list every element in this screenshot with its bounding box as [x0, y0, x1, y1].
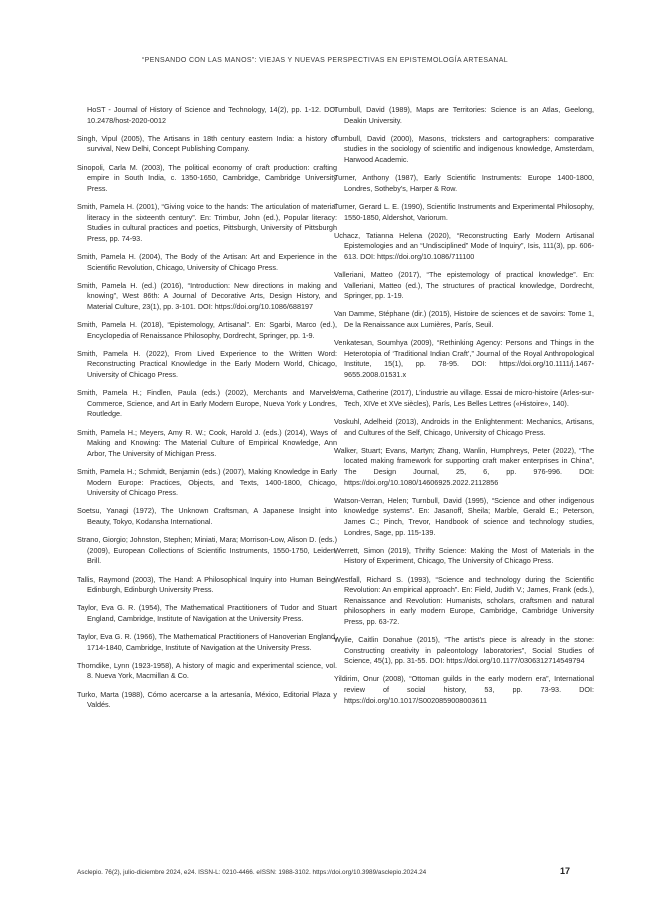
reference-entry: Venkatesan, Soumhya (2009), “Rethinking Agency: Persons and Things in the Heterotopia of ‘Traditional Indian Craft’,” Journal of the Royal Anthropological Institute, 15(1), pp. 78-95. DOI: https://doi.org/10.1111/j.1467-9655.2008.01531.x [334, 338, 594, 380]
reference-entry: Voskuhl, Adelheid (2013), Androids in the Enlightenment: Mechanics, Artisans, and Cultures of the Self, Chicago, University of Chicago Press. [334, 417, 594, 437]
reference-entry: Strano, Giorgio; Johnston, Stephen; Miniati, Mara; Morrison-Low, Alison D. (eds.) (2009), European Collections of Scientific Instruments, 1550-1750, Leiden, Brill. [77, 535, 337, 566]
reference-entry: Thorndike, Lynn (1923-1958), A history of magic and experimental science, vol. 8. Nueva York, Macmillan & Co. [77, 660, 337, 681]
reference-entry: Soetsu, Yanagi (1972), The Unknown Craftsman, A Japanese Insight into Beauty, Tokyo, Kodansha International. [77, 506, 337, 526]
reference-entry: Taylor, Eva G. R. (1966), The Mathematical Practitioners of Hanoverian England, 1714-1840, Cambridge, Institute of Navigation at the University Press. [77, 632, 337, 652]
reference-entry: Van Damme, Stéphane (dir.) (2015), Histoire de sciences et de savoirs: Tome 1, De la Renaissance aux Lumières, París, Seuil. [334, 309, 594, 330]
reference-entry: Turko, Marta (1988), Cómo acercarse a la artesanía, México, Editorial Plaza y Valdés. [77, 689, 337, 710]
reference-entry: Walker, Stuart; Evans, Martyn; Zhang, Wanlin, Humphreys, Peter (2022), “The located making framework for supporting craft maker enterprises in China”, The Design Journal, 25, 6, pp. 976-996. DOI: https://doi.org/10.1080/14606925.2022.2112856 [334, 445, 594, 487]
reference-entry: Sinopoli, Carla M. (2003), The political economy of craft production: crafting empire in South India, c. 1350-1650, Cambridge, Cambridge University Press. [77, 162, 337, 193]
reference-entry: Smith, Pamela H. (2004), The Body of the Artisan: Art and Experience in the Scientific Revolution, Chicago, University of Chicago Press. [77, 251, 337, 272]
reference-entry: Turner, Gerard L. E. (1990), Scientific Instruments and Experimental Philosophy, 1550-1850, Aldershot, Variorum. [334, 201, 594, 222]
page-number: 17 [560, 866, 571, 876]
running-head: “PENSANDO CON LAS MANOS”: VIEJAS Y NUEVAS PERSPECTIVAS EN EPISTEMOLOGÍA ARTESANAL [141, 57, 509, 64]
reference-entry: Turnbull, David (2000), Masons, tricksters and cartographers: comparative studies in the sociology of scientific and indigenous knowledge, Amsterdam, Harwood Academic. [334, 133, 594, 164]
reference-entry: Smith, Pamela H. (2001), “Giving voice to the hands: The articulation of material literacy in the sixteenth century”. En: Trimbur, John (ed.), Popular literacy: Studies in cultural practices and poetics, Pittsburgh, University of Pittsburgh Press, pp. 74-93. [77, 201, 337, 243]
journal-citation-footer: Asclepio. 76(2), julio-diciembre 2024, e24. ISSN-L: 0210-4466. eISSN: 1988-3102. https://doi.org/10.3989/asclepio.2024.24 [77, 869, 427, 876]
reference-entry: HoST - Journal of History of Science and Technology, 14(2), pp. 1-12. DOI 10.2478/host-2020-0012 [87, 105, 337, 125]
reference-entry: Smith, Pamela H. (2018), “Epistemology, Artisanal”. En: Sgarbi, Marco (ed.), Encyclopedia of Renaissance Philosophy, Dordrecht, Springer, pp. 1-9. [77, 320, 337, 340]
reference-entry: Turner, Anthony (1987), Early Scientific Instruments: Europe 1400-1800, Londres, Sotheby’s, Harper & Row. [334, 173, 594, 193]
reference-entry: Smith, Pamela H.; Schmidt, Benjamin (eds.) (2007), Making Knowledge in Early Modern Europe: Practices, Objects, and Texts, 1400-1800, Chicago, University of Chicago Press. [77, 466, 337, 498]
reference-entry: Valleriani, Matteo (2017), “The epistemology of practical knowledge”. En: Valleriani, Matteo (ed.), The structures of practical knowledge, Dordrecht, Springer, pp. 1-19. [334, 270, 594, 301]
reference-entry: Watson-Verran, Helen; Turnbull, David (1995), “Science and other indigenous knowledge systems”. En: Jasanoff, Sheila; Marble, Gerald E.; Peterson, James C.; Pinch, Trevor, Handbook of science and technology studies, Londres, Sage, pp. 115-139. [334, 495, 594, 537]
references-left-column [77, 105, 337, 718]
reference-entry: Turnbull, David (1989), Maps are Territories: Science is an Atlas, Geelong, Deakin University. [334, 105, 594, 125]
reference-entry: Westfall, Richard S. (1993), “Science and technology during the Scientific Revolution: An empirical approach”. En: Field, Judith V.; James, Frank (eds.), Renaissance and Revolution: Humanists, scholars, craftsmen and natural philosophers in early modern Europe, Cambridge, Cambridge University Press, pp. 63-72. [334, 574, 594, 626]
references-right-column [334, 105, 594, 714]
reference-entry: Taylor, Eva G. R. (1954), The Mathematical Practitioners of Tudor and Stuart England, Cambridge, Institute of Navigation at the University Press. [77, 603, 337, 623]
reference-entry: Tallis, Raymond (2003), The Hand: A Philosophical Inquiry into Human Being, Edinburgh, Edinburgh University Press. [77, 574, 337, 595]
reference-entry: Werrett, Simon (2019), Thrifty Science: Making the Most of Materials in the History of Experiment, Chicago, The University of Chicago Press. [334, 545, 594, 566]
reference-entry: Singh, Vipul (2005), The Artisans in 18th century eastern India: a history of survival, New Delhi, Concept Publishing Company. [77, 133, 337, 154]
reference-entry: Smith, Pamela H. (ed.) (2016), “Introduction: New directions in making and knowing”, West 86th: A Journal of Decorative Arts, Design History, and Material Culture, 23(1), pp. 3-101. DOI: https://doi.org/10.1086/688197 [77, 280, 337, 311]
reference-entry: Uchacz, Tatianna Helena (2020), “Reconstructing Early Modern Artisanal Epistemologies and an “Undisciplined” Mode of Inquiry”, Isis, 111(3), pp. 606-613. DOI: https://doi.org/10.1086/711100 [334, 230, 594, 261]
reference-entry: Wylie, Caitlin Donahue (2015), “The artist’s piece is already in the stone: Constructing creativity in paleontology laboratories”, Social Studies of Science, 45(1), pp. 31-55. DOI: https://doi.org/10.1177/0306312714549794 [334, 635, 594, 666]
reference-entry: Smith, Pamela H.; Meyers, Amy R. W.; Cook, Harold J. (eds.) (2014), Ways of Making and Knowing: The Material Culture of Empirical Knowledge, Ann Arbor, The University of Michigan Press. [77, 427, 337, 458]
reference-entry: Verna, Catherine (2017), L’industrie au village. Essai de micro-histoire (Arles-sur-Tech, XIVe et XVe siècles), París, Les Belles Lettres («Histoire», 140). [334, 388, 594, 408]
reference-entry: Smith, Pamela H. (2022), From Lived Experience to the Written Word: Reconstructing Practical Knowledge in the Early Modern World, Chicago, University of Chicago Press. [77, 348, 337, 380]
reference-entry: Yildirim, Onur (2008), “Ottoman guilds in the early modern era”, International review of social history, 53, pp. 73-93. DOI: https://doi.org/10.1017/S0020859008003611 [334, 674, 594, 705]
reference-entry: Smith, Pamela H.; Findlen, Paula (eds.) (2002), Merchants and Marvels: Commerce, Science, and Art in Early Modern Europe, Nueva York y Londres, Routledge. [77, 388, 337, 419]
